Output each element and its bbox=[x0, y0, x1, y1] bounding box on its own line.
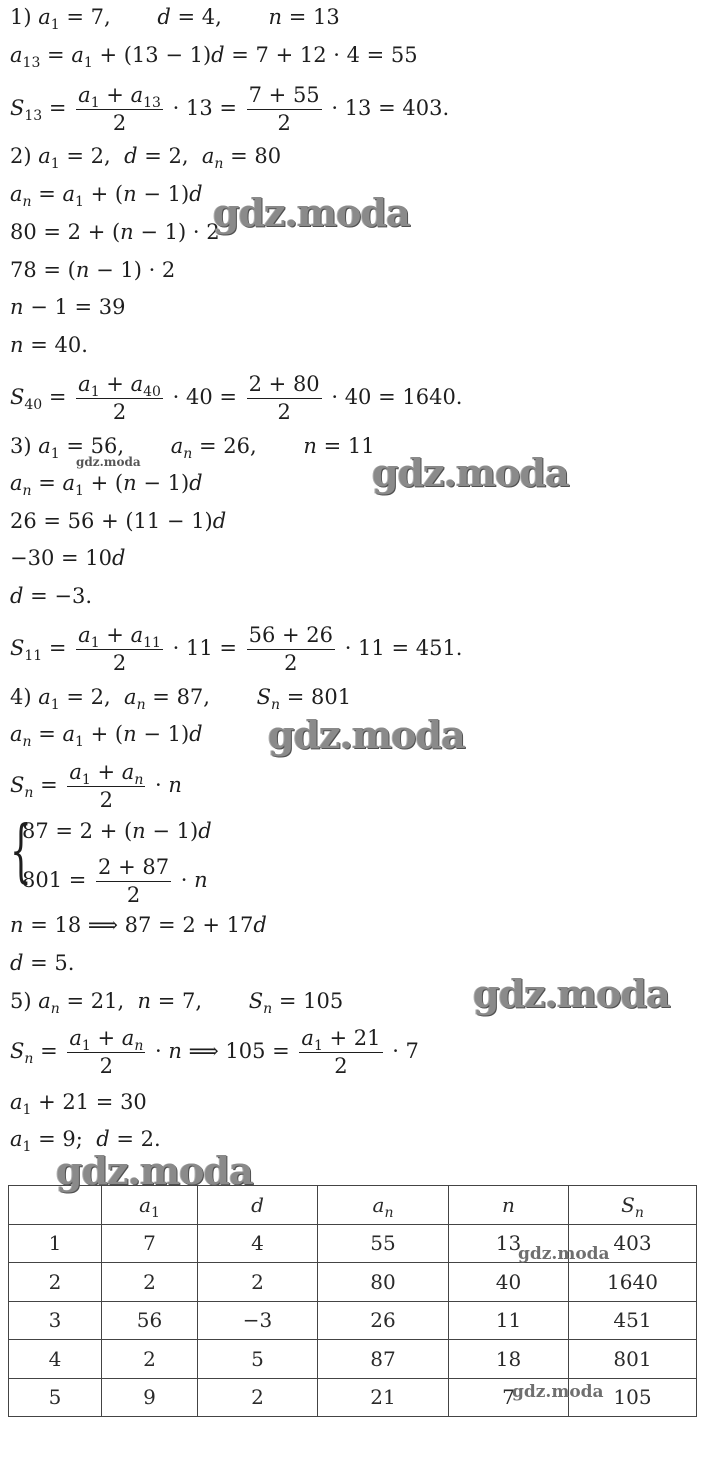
p3-sum: $S_{11}$ = $\frac{a_1 + a_{11}}{2}$ · 11 = $\frac{56 + 26}{2}$ · 11 = 451. bbox=[10, 623, 463, 675]
p4-step-2: d = 5. bbox=[10, 951, 75, 975]
p2-step-1: 80 = 2 + (n − 1) · 2 bbox=[10, 220, 220, 244]
p5-step-1: $a_1 + 21 = 30$ bbox=[10, 1090, 147, 1118]
col-header-d: d bbox=[198, 1186, 318, 1225]
p3-term-formula: $a_n = a_1 + (n - 1)d$ bbox=[10, 471, 203, 499]
p3-step-1: 26 = 56 + (11 − 1)d bbox=[10, 509, 227, 533]
watermark: gdz.moda bbox=[268, 712, 465, 757]
watermark: gdz.moda bbox=[76, 455, 141, 469]
p2-term-formula: $a_n = a_1 + (n - 1)d$ bbox=[10, 182, 203, 210]
watermark: gdz.moda bbox=[473, 971, 670, 1016]
p3-given: 3) $a_1 = 56$, $a_n = 26$, n = 11 bbox=[10, 434, 375, 462]
col-header-sn: $S_n$ bbox=[569, 1186, 697, 1225]
table-row: 3 56 −3 26 11 451 bbox=[9, 1301, 697, 1340]
p4-system: { 87 = 2 + (n − 1)d 801 = $\frac{2 + 87}{2}$ · n bbox=[10, 812, 212, 907]
p2-step-3: n − 1 = 39 bbox=[10, 295, 126, 319]
watermark: gdz.moda bbox=[512, 1382, 604, 1402]
brace-icon: { bbox=[10, 812, 32, 891]
p1-sum: $S_{13}$ = $\frac{a_1 + a_{13}}{2}$ · 13 = $\frac{7 + 55}{2}$ · 13 = 403. bbox=[10, 83, 450, 135]
p1-given: 1) $a_1 = 7$, d = 4, n = 13 bbox=[10, 5, 340, 33]
p5-given: 5) $a_n = 21$, n = 7, $S_n = 105$ bbox=[10, 989, 344, 1017]
p1-term-formula: $a_{13} = a_1 + (13 - 1)d = 7 + 12 \cdot 4 = 55$ bbox=[10, 43, 418, 71]
p2-step-4: n = 40. bbox=[10, 333, 88, 357]
p3-step-3: d = −3. bbox=[10, 584, 93, 608]
watermark: gdz.moda bbox=[372, 450, 569, 495]
watermark: gdz.moda bbox=[56, 1148, 253, 1193]
p4-step-1: n = 18 ⟹ 87 = 2 + 17d bbox=[10, 913, 267, 937]
table-row: 1 7 4 55 13 403 bbox=[9, 1224, 697, 1263]
table-row: 4 2 5 87 18 801 bbox=[9, 1340, 697, 1379]
p2-given: 2) $a_1 = 2$, d = 2, $a_n = 80$ bbox=[10, 144, 282, 172]
p4-given: 4) $a_1 = 2$, $a_n = 87$, $S_n = 801$ bbox=[10, 685, 352, 713]
p2-step-2: 78 = (n − 1) · 2 bbox=[10, 258, 176, 282]
col-header-an: $a_n$ bbox=[318, 1186, 449, 1225]
col-header-a1: $a_1$ bbox=[102, 1186, 198, 1225]
p4-sum-formula: $S_n$ = $\frac{a_1 + a_n}{2}$ · n bbox=[10, 760, 182, 812]
table-row: 5 9 2 21 7 105 bbox=[9, 1378, 697, 1417]
p2-sum: $S_{40}$ = $\frac{a_1 + a_{40}}{2}$ · 40 = $\frac{2 + 80}{2}$ · 40 = 1640. bbox=[10, 372, 463, 424]
p5-step-2: $a_1 = 9$; d = 2. bbox=[10, 1127, 161, 1155]
watermark: gdz.moda bbox=[213, 190, 410, 235]
p3-step-2: −30 = 10d bbox=[10, 546, 126, 570]
table-row: 2 2 2 80 40 1640 bbox=[9, 1263, 697, 1302]
p4-term-formula: $a_n = a_1 + (n - 1)d$ bbox=[10, 722, 203, 750]
p5-equation: $S_n$ = $\frac{a_1 + a_n}{2}$ · n ⟹ 105 = $\frac{a_1 + 21}{2}$ · 7 bbox=[10, 1026, 419, 1078]
watermark: gdz.moda bbox=[518, 1244, 610, 1264]
col-header-n: n bbox=[449, 1186, 569, 1225]
